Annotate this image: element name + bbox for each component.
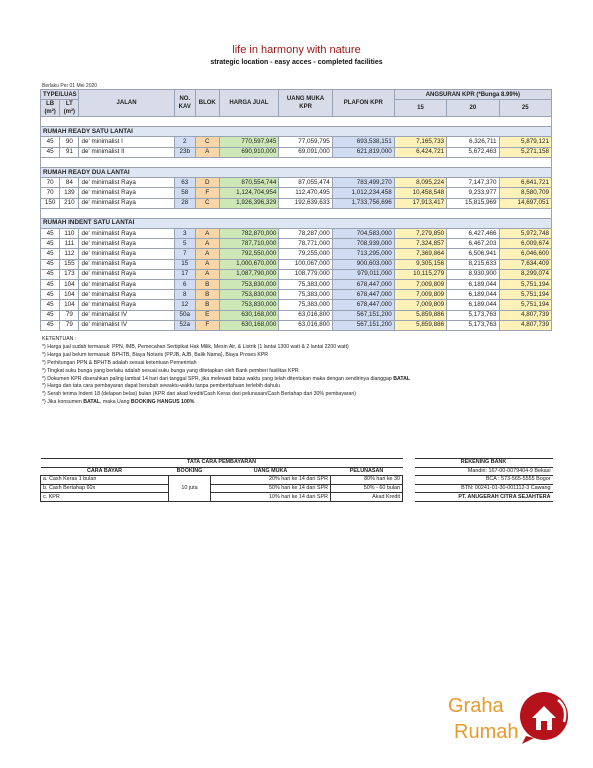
cell-kav: 52a xyxy=(174,320,195,330)
cell-plafon: 783,499,270 xyxy=(332,178,394,188)
cell-lt: 155 xyxy=(60,259,79,269)
notes-heading: KETENTUAN : xyxy=(42,336,77,342)
tenor-15-header: 15 xyxy=(394,100,446,117)
pay-dp-2: 50% hari ke 14 dari SPR xyxy=(211,484,331,493)
cell-lt: 173 xyxy=(60,269,79,279)
blok-header: BLOK xyxy=(195,90,219,117)
cell-kav: 3 xyxy=(174,229,195,239)
no-kav-header: NO. KAV xyxy=(174,90,195,117)
table-row xyxy=(41,147,552,157)
cell-lt: 104 xyxy=(60,280,79,290)
pay-method-2: b. Cash Bertahap 60x xyxy=(41,484,169,493)
cell-lt: 111 xyxy=(60,239,79,249)
cell-uang-muka: 78,771,000 xyxy=(279,239,332,249)
section-title: RUMAH READY SATU LANTAI xyxy=(41,127,552,137)
cell-harga-jual: 690,910,000 xyxy=(219,147,279,157)
cell-angsuran-25: 4,807,739 xyxy=(499,310,551,320)
cell-angsuran-25: 5,751,194 xyxy=(499,290,551,300)
table-row xyxy=(41,178,552,188)
table-row xyxy=(41,300,552,310)
cell-angsuran-25: 5,751,194 xyxy=(499,300,551,310)
cell-angsuran-20: 6,189,044 xyxy=(447,280,499,290)
cell-harga-jual: 1,087,790,000 xyxy=(219,269,279,279)
bank-btn: BTN: 00241-01-30-001112-3 Cawang xyxy=(415,484,553,493)
cell-lt: 104 xyxy=(60,290,79,300)
cell-lb: 45 xyxy=(41,310,60,320)
cell-uang-muka: 75,383,000 xyxy=(279,280,332,290)
cell-kav: 8 xyxy=(174,290,195,300)
cell-harga-jual: 1,926,396,329 xyxy=(219,198,279,208)
payment-title: TATA CARA PEMBAYARAN xyxy=(41,459,403,468)
cell-lt: 139 xyxy=(60,188,79,198)
cell-angsuran-15: 5,859,886 xyxy=(394,310,446,320)
cell-blok: F xyxy=(195,188,219,198)
lt-header: LT (m²) xyxy=(60,100,79,117)
note-2: *) Harga jual belum termasuk: BPHTB, Biaya Notaris (PPJB, AJB, Balik Nama), Biaya Proses KPR xyxy=(42,351,269,358)
cell-blok: A xyxy=(195,269,219,279)
cell-uang-muka: 78,287,000 xyxy=(279,229,332,239)
payment-table xyxy=(40,458,553,502)
pay-method-3: c. KPR xyxy=(41,493,169,502)
cell-uang-muka: 69,091,000 xyxy=(279,147,332,157)
bank-mandiri: Mandiri: 167-00-0079404-9 Bekasi xyxy=(415,467,553,476)
cell-lb: 150 xyxy=(41,198,60,208)
cell-harga-jual: 787,710,000 xyxy=(219,239,279,249)
cell-lt: 79 xyxy=(60,310,79,320)
cell-angsuran-25: 5,271,158 xyxy=(499,147,551,157)
pay-lunas-3: Akad Kredit xyxy=(331,493,403,502)
cell-angsuran-25: 4,807,739 xyxy=(499,320,551,330)
cell-plafon: 621,819,000 xyxy=(332,147,394,157)
cell-kav: 50a xyxy=(174,310,195,320)
cell-angsuran-20: 5,672,463 xyxy=(447,147,499,157)
cell-angsuran-15: 7,279,850 xyxy=(394,229,446,239)
cell-kav: 5 xyxy=(174,239,195,249)
cell-harga-jual: 770,597,945 xyxy=(219,137,279,147)
cell-lb: 45 xyxy=(41,280,60,290)
col-pelunasan: PELUNASAN xyxy=(331,467,403,476)
rekening-title: REKENING BANK xyxy=(415,459,553,468)
cell-harga-jual: 1,124,704,954 xyxy=(219,188,279,198)
cell-uang-muka: 192,639,633 xyxy=(279,198,332,208)
cell-angsuran-15: 9,305,156 xyxy=(394,259,446,269)
cell-jalan: de' minimalist Raya xyxy=(79,280,174,290)
cell-angsuran-15: 10,458,548 xyxy=(394,188,446,198)
spacer-row xyxy=(41,157,552,167)
logo-text-rumah: Rumah xyxy=(454,721,519,743)
tenor-20-header: 20 xyxy=(447,100,499,117)
cell-angsuran-15: 7,369,864 xyxy=(394,249,446,259)
cell-plafon: 979,011,000 xyxy=(332,269,394,279)
cell-kav: 6 xyxy=(174,280,195,290)
cell-angsuran-25: 6,009,674 xyxy=(499,239,551,249)
cell-blok: A xyxy=(195,239,219,249)
cell-angsuran-15: 6,424,721 xyxy=(394,147,446,157)
cell-lt: 104 xyxy=(60,300,79,310)
cell-jalan: de' minimalist Raya xyxy=(79,269,174,279)
cell-jalan: de' minimalist Raya xyxy=(79,249,174,259)
cell-angsuran-25: 14,697,051 xyxy=(499,198,551,208)
cell-angsuran-25: 8,299,074 xyxy=(499,269,551,279)
cell-plafon: 678,447,000 xyxy=(332,280,394,290)
cell-blok: C xyxy=(195,137,219,147)
cell-angsuran-25: 6,641,721 xyxy=(499,178,551,188)
table-row xyxy=(41,290,552,300)
note-3: *) Perhitungan PPN & BPHTB adalah sesuai ketentuan Pemerintah xyxy=(42,359,197,366)
cell-harga-jual: 1,000,670,000 xyxy=(219,259,279,269)
cell-angsuran-20: 5,173,763 xyxy=(447,320,499,330)
spacer-row xyxy=(41,208,552,218)
graha-rumah-logo xyxy=(446,686,576,746)
cell-lb: 45 xyxy=(41,320,60,330)
cell-angsuran-20: 5,173,763 xyxy=(447,310,499,320)
cell-harga-jual: 630,168,000 xyxy=(219,310,279,320)
table-row xyxy=(41,269,552,279)
type-luas-header: TYPE/LUAS xyxy=(41,90,79,100)
cell-lb: 45 xyxy=(41,249,60,259)
bank-bca: BCA : 573-565-5555 Bogor xyxy=(415,476,553,485)
section-header xyxy=(41,218,552,228)
cell-blok: D xyxy=(195,178,219,188)
jalan-header: JALAN xyxy=(79,90,174,117)
section-header xyxy=(41,167,552,177)
cell-plafon: 708,939,000 xyxy=(332,239,394,249)
lb-header: LB (m²) xyxy=(41,100,60,117)
cell-lt: 91 xyxy=(60,147,79,157)
table-row xyxy=(41,198,552,208)
cell-jalan: de' minimalist Raya xyxy=(79,259,174,269)
cell-angsuran-20: 6,326,711 xyxy=(447,137,499,147)
section-header xyxy=(41,127,552,137)
cell-uang-muka: 87,055,474 xyxy=(279,178,332,188)
cell-plafon: 1,012,234,458 xyxy=(332,188,394,198)
cell-uang-muka: 75,383,000 xyxy=(279,290,332,300)
cell-plafon: 900,603,000 xyxy=(332,259,394,269)
cell-jalan: de' minimalist I xyxy=(79,137,174,147)
cell-blok: A xyxy=(195,249,219,259)
cell-blok: C xyxy=(195,198,219,208)
cell-angsuran-15: 5,859,886 xyxy=(394,320,446,330)
cell-lb: 45 xyxy=(41,259,60,269)
cell-plafon: 704,583,000 xyxy=(332,229,394,239)
pay-dp-1: 20% hari ke 14 dari SPR xyxy=(211,476,331,485)
cell-kav: 12 xyxy=(174,300,195,310)
cell-angsuran-20: 8,930,900 xyxy=(447,269,499,279)
cell-jalan: de' minimalist Raya xyxy=(79,239,174,249)
cell-angsuran-25: 5,751,194 xyxy=(499,280,551,290)
cell-harga-jual: 782,870,000 xyxy=(219,229,279,239)
cell-jalan: de' minimalist IV xyxy=(79,310,174,320)
col-booking: BOOKING xyxy=(169,467,211,476)
cell-jalan: de' minimalist Raya xyxy=(79,178,174,188)
cell-uang-muka: 75,383,000 xyxy=(279,300,332,310)
cell-kav: 23b xyxy=(174,147,195,157)
cell-plafon: 1,733,756,696 xyxy=(332,198,394,208)
cell-jalan: de' minimalist Raya xyxy=(79,198,174,208)
price-table xyxy=(40,89,552,331)
table-row xyxy=(41,259,552,269)
cell-angsuran-15: 7,009,809 xyxy=(394,280,446,290)
note-1: *) Harga jual sudah termasuk: PPN, IMB, Pemecahan Sertipikat Hak Milik, Mesin Air, & Listrik (1 lantai 1300 watt & 2 lantai 2200 watt) xyxy=(42,343,349,350)
cell-kav: 7 xyxy=(174,249,195,259)
cell-angsuran-20: 6,189,044 xyxy=(447,300,499,310)
pay-method-1: a. Cash Keras 1 bulan xyxy=(41,476,169,485)
logo-graphic xyxy=(446,686,576,746)
note-5: *) Dokumen KPR diserahkan paling lambat 14 hari dari tanggal SPR, jika melewati batas waktu yang telah ditentukan maka dengan sendirinya dianggap BATAL xyxy=(42,375,411,382)
cell-kav: 58 xyxy=(174,188,195,198)
cell-lb: 45 xyxy=(41,147,60,157)
cell-lb: 70 xyxy=(41,178,60,188)
cell-angsuran-15: 7,165,733 xyxy=(394,137,446,147)
col-uang-muka: UANG MUKA xyxy=(211,467,331,476)
cell-lb: 70 xyxy=(41,188,60,198)
cell-lt: 90 xyxy=(60,137,79,147)
cell-angsuran-15: 17,913,417 xyxy=(394,198,446,208)
cell-kav: 17 xyxy=(174,269,195,279)
uang-muka-header: UANG MUKA KPR xyxy=(279,90,332,117)
cell-uang-muka: 79,255,000 xyxy=(279,249,332,259)
table-row xyxy=(41,188,552,198)
cell-lb: 45 xyxy=(41,239,60,249)
cell-lt: 110 xyxy=(60,229,79,239)
table-row xyxy=(41,229,552,239)
cell-angsuran-25: 7,634,409 xyxy=(499,259,551,269)
cell-plafon: 693,538,151 xyxy=(332,137,394,147)
section-title: RUMAH READY DUA LANTAI xyxy=(41,167,552,177)
cell-kav: 63 xyxy=(174,178,195,188)
cell-uang-muka: 108,779,000 xyxy=(279,269,332,279)
house-chat-icon xyxy=(520,692,568,744)
cell-blok: A xyxy=(195,147,219,157)
cell-uang-muka: 63,016,800 xyxy=(279,320,332,330)
angsuran-header: ANGSURAN KPR (*Bunga 8.99%) xyxy=(394,90,551,100)
cell-blok: B xyxy=(195,280,219,290)
cell-angsuran-25: 6,046,600 xyxy=(499,249,551,259)
validity-date: Berlaku Per 01 Mei 2020 xyxy=(42,83,98,89)
cell-harga-jual: 753,830,000 xyxy=(219,300,279,310)
note-8: *) Jika konsumen BATAL, maka Uang BOOKING HANGUS 100% xyxy=(42,399,195,406)
cell-blok: B xyxy=(195,290,219,300)
section-title: RUMAH INDENT SATU LANTAI xyxy=(41,218,552,228)
cell-lb: 45 xyxy=(41,300,60,310)
cell-angsuran-15: 7,009,809 xyxy=(394,300,446,310)
cell-angsuran-20: 6,427,466 xyxy=(447,229,499,239)
cell-blok: F xyxy=(195,320,219,330)
cell-plafon: 713,295,000 xyxy=(332,249,394,259)
cell-uang-muka: 63,016,800 xyxy=(279,310,332,320)
table-row xyxy=(41,280,552,290)
cell-blok: E xyxy=(195,310,219,320)
cell-lt: 210 xyxy=(60,198,79,208)
table-row xyxy=(41,239,552,249)
cell-angsuran-20: 6,506,941 xyxy=(447,249,499,259)
cell-jalan: de' minimalist Raya xyxy=(79,300,174,310)
cell-angsuran-25: 5,972,748 xyxy=(499,229,551,239)
cell-angsuran-20: 9,233,977 xyxy=(447,188,499,198)
cell-jalan: de' minimalist Raya xyxy=(79,290,174,300)
note-4: *) Tingkat suku bunga yang berlaku adalah sesuai suku bunga yang ditetapkan oleh Bank pemberi fasilitas KPR xyxy=(42,367,299,374)
cell-angsuran-25: 5,879,121 xyxy=(499,137,551,147)
cell-angsuran-15: 7,324,857 xyxy=(394,239,446,249)
cell-lb: 45 xyxy=(41,290,60,300)
table-row xyxy=(41,137,552,147)
cell-blok: A xyxy=(195,259,219,269)
cell-lt: 112 xyxy=(60,249,79,259)
page-subtitle: strategic location - easy acces - completed facilities xyxy=(210,59,383,66)
cell-plafon: 567,151,200 xyxy=(332,320,394,330)
cell-harga-jual: 753,830,000 xyxy=(219,290,279,300)
cell-harga-jual: 792,550,000 xyxy=(219,249,279,259)
cell-angsuran-20: 7,147,370 xyxy=(447,178,499,188)
cell-lb: 45 xyxy=(41,137,60,147)
table-row xyxy=(41,249,552,259)
spacer-row xyxy=(41,117,552,127)
cell-angsuran-15: 10,115,279 xyxy=(394,269,446,279)
cell-angsuran-20: 15,815,969 xyxy=(447,198,499,208)
cell-jalan: de' minimalist IV xyxy=(79,320,174,330)
cell-jalan: de' minimalist Raya xyxy=(79,188,174,198)
cell-angsuran-20: 6,189,044 xyxy=(447,290,499,300)
cell-kav: 15 xyxy=(174,259,195,269)
cell-angsuran-15: 7,009,809 xyxy=(394,290,446,300)
cell-jalan: de' minimalist II xyxy=(79,147,174,157)
cell-uang-muka: 100,067,000 xyxy=(279,259,332,269)
pay-lunas-2: 50% - 60 bulan xyxy=(331,484,403,493)
table-row xyxy=(41,310,552,320)
cell-angsuran-20: 6,467,203 xyxy=(447,239,499,249)
cell-uang-muka: 77,059,795 xyxy=(279,137,332,147)
cell-kav: 2 xyxy=(174,137,195,147)
logo-text-graha: Graha xyxy=(448,695,504,717)
plafon-header: PLAFON KPR xyxy=(332,90,394,117)
pay-lunas-1: 80% hari ke 30 xyxy=(331,476,403,485)
cell-jalan: de' minimalist Raya xyxy=(79,229,174,239)
col-cara-bayar: CARA BAYAR xyxy=(41,467,169,476)
account-holder: PT. ANUGERAH CITRA SEJAHTERA xyxy=(415,493,553,502)
cell-harga-jual: 753,830,000 xyxy=(219,280,279,290)
cell-harga-jual: 870,554,744 xyxy=(219,178,279,188)
cell-lt: 84 xyxy=(60,178,79,188)
cell-blok: A xyxy=(195,229,219,239)
table-row xyxy=(41,320,552,330)
note-6: *) Harga dan tata cara pembayaran dapat berubah sewaktu-waktu tanpa pemberitahuan terlebih dahulu xyxy=(42,383,280,390)
tenor-25-header: 25 xyxy=(499,100,551,117)
note-7: *) Serah terima Indent 18 (delapan belas) bulan (KPR dari akad kredit/Cash Keras dari pelunasan/Cash Bertahap dari 30% pembayaran) xyxy=(42,391,357,398)
cell-plafon: 678,447,000 xyxy=(332,300,394,310)
cell-uang-muka: 112,470,495 xyxy=(279,188,332,198)
cell-plafon: 567,151,200 xyxy=(332,310,394,320)
booking-amount: 10 juta xyxy=(169,476,211,502)
pay-dp-3: 10% hari ke 14 dari SPR xyxy=(211,493,331,502)
cell-angsuran-15: 8,095,224 xyxy=(394,178,446,188)
cell-blok: B xyxy=(195,300,219,310)
cell-plafon: 678,447,000 xyxy=(332,290,394,300)
page-title: life in harmony with nature xyxy=(232,44,361,56)
harga-jual-header: HARGA JUAL xyxy=(219,90,279,117)
cell-kav: 28 xyxy=(174,198,195,208)
cell-lt: 79 xyxy=(60,320,79,330)
cell-angsuran-20: 8,215,633 xyxy=(447,259,499,269)
cell-lb: 45 xyxy=(41,269,60,279)
terms-notes xyxy=(42,336,562,407)
cell-angsuran-25: 8,580,709 xyxy=(499,188,551,198)
cell-lb: 45 xyxy=(41,229,60,239)
cell-harga-jual: 630,168,000 xyxy=(219,320,279,330)
